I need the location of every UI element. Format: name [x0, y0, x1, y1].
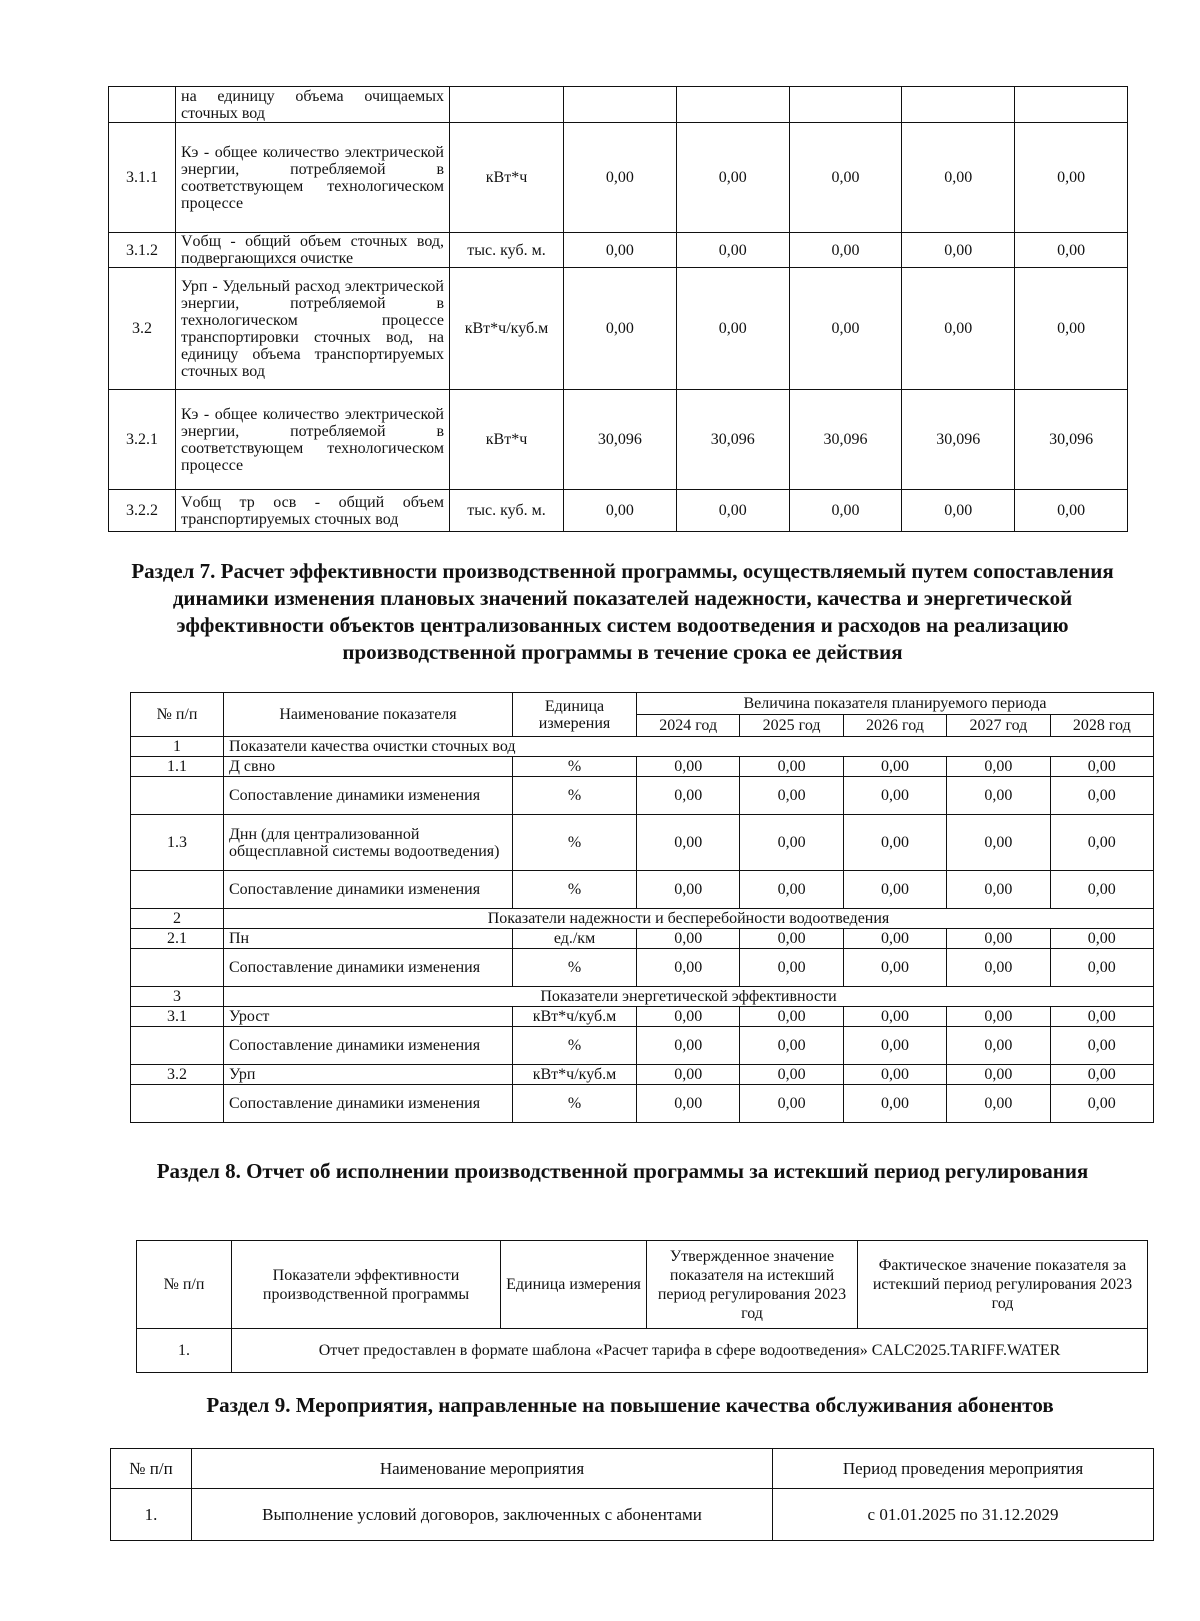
row-value: 0,00	[1050, 929, 1153, 949]
row-value: 0,00	[676, 490, 789, 532]
row-value: 0,00	[902, 490, 1015, 532]
row-num: 3.1	[131, 1007, 224, 1027]
row-value: 0,00	[947, 949, 1050, 987]
row-value: 0,00	[843, 949, 946, 987]
row-unit: %	[513, 815, 637, 871]
section8-title: Раздел 8. Отчет об исполнении производственной программы за истекший период регулирования	[156, 1159, 1089, 1183]
row-unit: %	[513, 871, 637, 909]
row-unit: ед./км	[513, 929, 637, 949]
row-value: 0,00	[947, 1027, 1050, 1065]
header-num: № п/п	[137, 1241, 232, 1329]
row-unit: кВт*ч/куб.м	[513, 1065, 637, 1085]
row-value: 30,096	[676, 390, 789, 490]
header-num: № п/п	[131, 693, 224, 737]
section-label: Показатели качества очистки сточных вод	[224, 737, 1154, 757]
row-unit: %	[513, 777, 637, 815]
row-name: на единицу объема очищаемых сточных вод	[176, 87, 450, 123]
row-value: 0,00	[1050, 1065, 1153, 1085]
row-value: 0,00	[1015, 268, 1128, 390]
row-unit	[450, 87, 564, 123]
header-approved: Утвержденное значение показателя на истекший период регулирования 2023 год	[647, 1241, 858, 1329]
header-unit: Единица измерения	[501, 1241, 647, 1329]
row-unit: кВт*ч	[450, 123, 564, 233]
row-value: 0,00	[740, 929, 843, 949]
table-header-row	[111, 1449, 1154, 1489]
row-unit: кВт*ч	[450, 390, 564, 490]
row-value: 0,00	[740, 1065, 843, 1085]
row-value: 30,096	[902, 390, 1015, 490]
row-unit: %	[513, 1027, 637, 1065]
row-value: 0,00	[843, 1085, 946, 1123]
table-row	[131, 949, 1154, 987]
row-num	[131, 1027, 224, 1065]
section-row	[131, 909, 1154, 929]
row-num: 1.1	[131, 757, 224, 777]
report-table	[136, 1240, 1148, 1373]
row-value: 30,096	[789, 390, 902, 490]
row-name: Урост	[224, 1007, 513, 1027]
row-unit: %	[513, 1085, 637, 1123]
row-value: 0,00	[676, 268, 789, 390]
table-row	[109, 268, 1128, 390]
row-value: 0,00	[843, 1027, 946, 1065]
row-num: 2	[131, 909, 224, 929]
row-name: Выполнение условий договоров, заключенных с абонентами	[192, 1489, 773, 1541]
row-value: 0,00	[740, 1007, 843, 1027]
table-header-row	[131, 693, 1154, 715]
header-year-2024: 2024 год	[637, 715, 740, 737]
header-num: № п/п	[111, 1449, 192, 1489]
header-name: Наименование мероприятия	[192, 1449, 773, 1489]
row-num	[131, 871, 224, 909]
row-value	[564, 87, 677, 123]
table-row	[131, 777, 1154, 815]
row-value: 0,00	[843, 1065, 946, 1085]
row-name: Сопоставление динамики изменения	[224, 1085, 513, 1123]
row-unit: кВт*ч/куб.м	[450, 268, 564, 390]
row-unit: кВт*ч/куб.м	[513, 1007, 637, 1027]
row-value: 0,00	[947, 777, 1050, 815]
table-row	[131, 1085, 1154, 1123]
header-year-2026: 2026 год	[843, 715, 946, 737]
row-num	[131, 777, 224, 815]
row-name: Сопоставление динамики изменения	[224, 1027, 513, 1065]
row-value: 30,096	[564, 390, 677, 490]
row-num: 3.2.1	[109, 390, 176, 490]
section-label: Показатели надежности и бесперебойности водоотведения	[224, 909, 1154, 929]
row-value: 0,00	[1050, 757, 1153, 777]
header-name: Показатели эффективности производственной программы	[232, 1241, 501, 1329]
table-row	[109, 87, 1128, 123]
row-value: 0,00	[564, 123, 677, 233]
row-num: 3.2	[109, 268, 176, 390]
row-value: 0,00	[1015, 233, 1128, 268]
row-value: 0,00	[902, 268, 1015, 390]
row-value: 0,00	[637, 1027, 740, 1065]
row-value: 0,00	[843, 1007, 946, 1027]
row-value: 0,00	[1050, 815, 1153, 871]
row-value: 0,00	[637, 1065, 740, 1085]
section-label: Показатели энергетической эффективности	[224, 987, 1154, 1007]
row-name: Сопоставление динамики изменения	[224, 871, 513, 909]
row-value: 0,00	[789, 490, 902, 532]
row-unit: %	[513, 949, 637, 987]
row-name: Сопоставление динамики изменения	[224, 949, 513, 987]
row-value: 0,00	[947, 1085, 1050, 1123]
table-row	[131, 757, 1154, 777]
row-num: 1.	[137, 1329, 232, 1373]
row-value: 0,00	[740, 871, 843, 909]
row-value: 0,00	[564, 268, 677, 390]
row-value: 0,00	[1050, 1007, 1153, 1027]
row-value	[676, 87, 789, 123]
table-row	[131, 1007, 1154, 1027]
row-value: 0,00	[676, 123, 789, 233]
table-row	[131, 1065, 1154, 1085]
row-num: 3.1.2	[109, 233, 176, 268]
row-name: Д свно	[224, 757, 513, 777]
row-value: 0,00	[637, 1007, 740, 1027]
section-row	[131, 737, 1154, 757]
row-value: 0,00	[740, 949, 843, 987]
row-value: 0,00	[947, 757, 1050, 777]
row-value: 0,00	[843, 757, 946, 777]
header-actual: Фактическое значение показателя за истекший период регулирования 2023 год	[858, 1241, 1148, 1329]
row-value: 0,00	[740, 1085, 843, 1123]
row-value: 0,00	[843, 871, 946, 909]
table-row	[131, 929, 1154, 949]
row-value	[789, 87, 902, 123]
table-row	[131, 871, 1154, 909]
table-row	[109, 233, 1128, 268]
header-unit: Единица измерения	[513, 693, 637, 737]
table-row	[131, 815, 1154, 871]
section9-title: Раздел 9. Мероприятия, направленные на повышение качества обслуживания абонентов	[206, 1393, 1054, 1417]
table-row	[131, 1027, 1154, 1065]
row-num	[131, 1085, 224, 1123]
row-value: 0,00	[637, 757, 740, 777]
row-value: 0,00	[789, 233, 902, 268]
table-row	[111, 1489, 1154, 1541]
header-year-2027: 2027 год	[947, 715, 1050, 737]
row-num: 3.2	[131, 1065, 224, 1085]
header-period: Величина показателя планируемого периода	[637, 693, 1154, 715]
row-value: 0,00	[947, 1065, 1050, 1085]
row-value: 0,00	[947, 871, 1050, 909]
row-text: Отчет предоставлен в формате шаблона «Расчет тарифа в сфере водоотведения» CALC2025.TARIFF.WATER	[232, 1329, 1148, 1373]
row-value: 0,00	[1050, 1027, 1153, 1065]
row-value: 0,00	[740, 777, 843, 815]
header-year-2028: 2028 год	[1050, 715, 1153, 737]
row-value: 0,00	[637, 929, 740, 949]
row-value	[1015, 87, 1128, 123]
row-value: 0,00	[947, 1007, 1050, 1027]
row-num	[109, 87, 176, 123]
row-num: 3	[131, 987, 224, 1007]
row-name: Кэ - общее количество электрической энергии, потребляемой в соответствующем технологическом процессе	[176, 123, 450, 233]
row-value: 0,00	[947, 815, 1050, 871]
row-value: 0,00	[843, 815, 946, 871]
planned-indicators-body	[131, 737, 1154, 1123]
row-value: 0,00	[789, 123, 902, 233]
row-num: 3.2.2	[109, 490, 176, 532]
row-name: Пн	[224, 929, 513, 949]
row-value: 0,00	[637, 1085, 740, 1123]
row-unit: тыс. куб. м.	[450, 490, 564, 532]
row-unit: тыс. куб. м.	[450, 233, 564, 268]
header-year-2025: 2025 год	[740, 715, 843, 737]
row-value: 0,00	[843, 777, 946, 815]
row-name: Кэ - общее количество электрической энергии, потребляемой в соответствующем технологическом процессе	[176, 390, 450, 490]
row-unit: %	[513, 757, 637, 777]
measures-table	[110, 1448, 1154, 1541]
row-num: 2.1	[131, 929, 224, 949]
row-value: 0,00	[637, 871, 740, 909]
row-name: Vобщ - общий объем сточных вод, подвергающихся очистке	[176, 233, 450, 268]
table-row	[109, 490, 1128, 532]
row-value: 0,00	[1015, 490, 1128, 532]
row-value: 0,00	[637, 949, 740, 987]
row-value: 30,096	[1015, 390, 1128, 490]
row-value: 0,00	[564, 490, 677, 532]
section7-title: Раздел 7. Расчет эффективности производственной программы, осуществляемый путем сопоставления динамики изменения плановых значений показателей надежности, качества и энергетической эффективности объектов централизованных систем водоотведения и расходов на реализацию производственной программы в течение срока ее действия	[131, 559, 1114, 664]
row-value: 0,00	[564, 233, 677, 268]
row-num	[131, 949, 224, 987]
efficiency-indicators-body	[109, 87, 1128, 532]
row-num: 1.3	[131, 815, 224, 871]
row-value	[902, 87, 1015, 123]
row-value: 0,00	[1050, 777, 1153, 815]
table-row	[137, 1329, 1148, 1373]
section-row	[131, 987, 1154, 1007]
row-num: 3.1.1	[109, 123, 176, 233]
row-value: 0,00	[1050, 1085, 1153, 1123]
row-value: 0,00	[637, 815, 740, 871]
row-value: 0,00	[740, 815, 843, 871]
row-name: Сопоставление динамики изменения	[224, 777, 513, 815]
efficiency-indicators-table	[108, 86, 1128, 532]
row-name: Vобщ тр осв - общий объем транспортируемых сточных вод	[176, 490, 450, 532]
row-num: 1	[131, 737, 224, 757]
row-value: 0,00	[1050, 949, 1153, 987]
row-value: 0,00	[789, 268, 902, 390]
table-row	[109, 123, 1128, 233]
row-name: Урп	[224, 1065, 513, 1085]
row-value: 0,00	[1015, 123, 1128, 233]
row-value: 0,00	[740, 757, 843, 777]
row-num: 1.	[111, 1489, 192, 1541]
row-value: 0,00	[902, 233, 1015, 268]
row-period: с 01.01.2025 по 31.12.2029	[773, 1489, 1154, 1541]
table-header-row	[137, 1241, 1148, 1329]
row-value: 0,00	[740, 1027, 843, 1065]
row-name: Урп - Удельный расход электрической энергии, потребляемой в технологическом процессе транспортировки сточных вод, на единицу объема транспортируемых сточных вод	[176, 268, 450, 390]
row-name: Днн (для централизованной общесплавной системы водоотведения)	[224, 815, 513, 871]
row-value: 0,00	[1050, 871, 1153, 909]
table-row	[109, 390, 1128, 490]
header-name: Наименование показателя	[224, 693, 513, 737]
header-period: Период проведения мероприятия	[773, 1449, 1154, 1489]
planned-indicators-table	[130, 692, 1154, 1123]
row-value: 0,00	[637, 777, 740, 815]
row-value: 0,00	[902, 123, 1015, 233]
row-value: 0,00	[843, 929, 946, 949]
row-value: 0,00	[947, 929, 1050, 949]
row-value: 0,00	[676, 233, 789, 268]
